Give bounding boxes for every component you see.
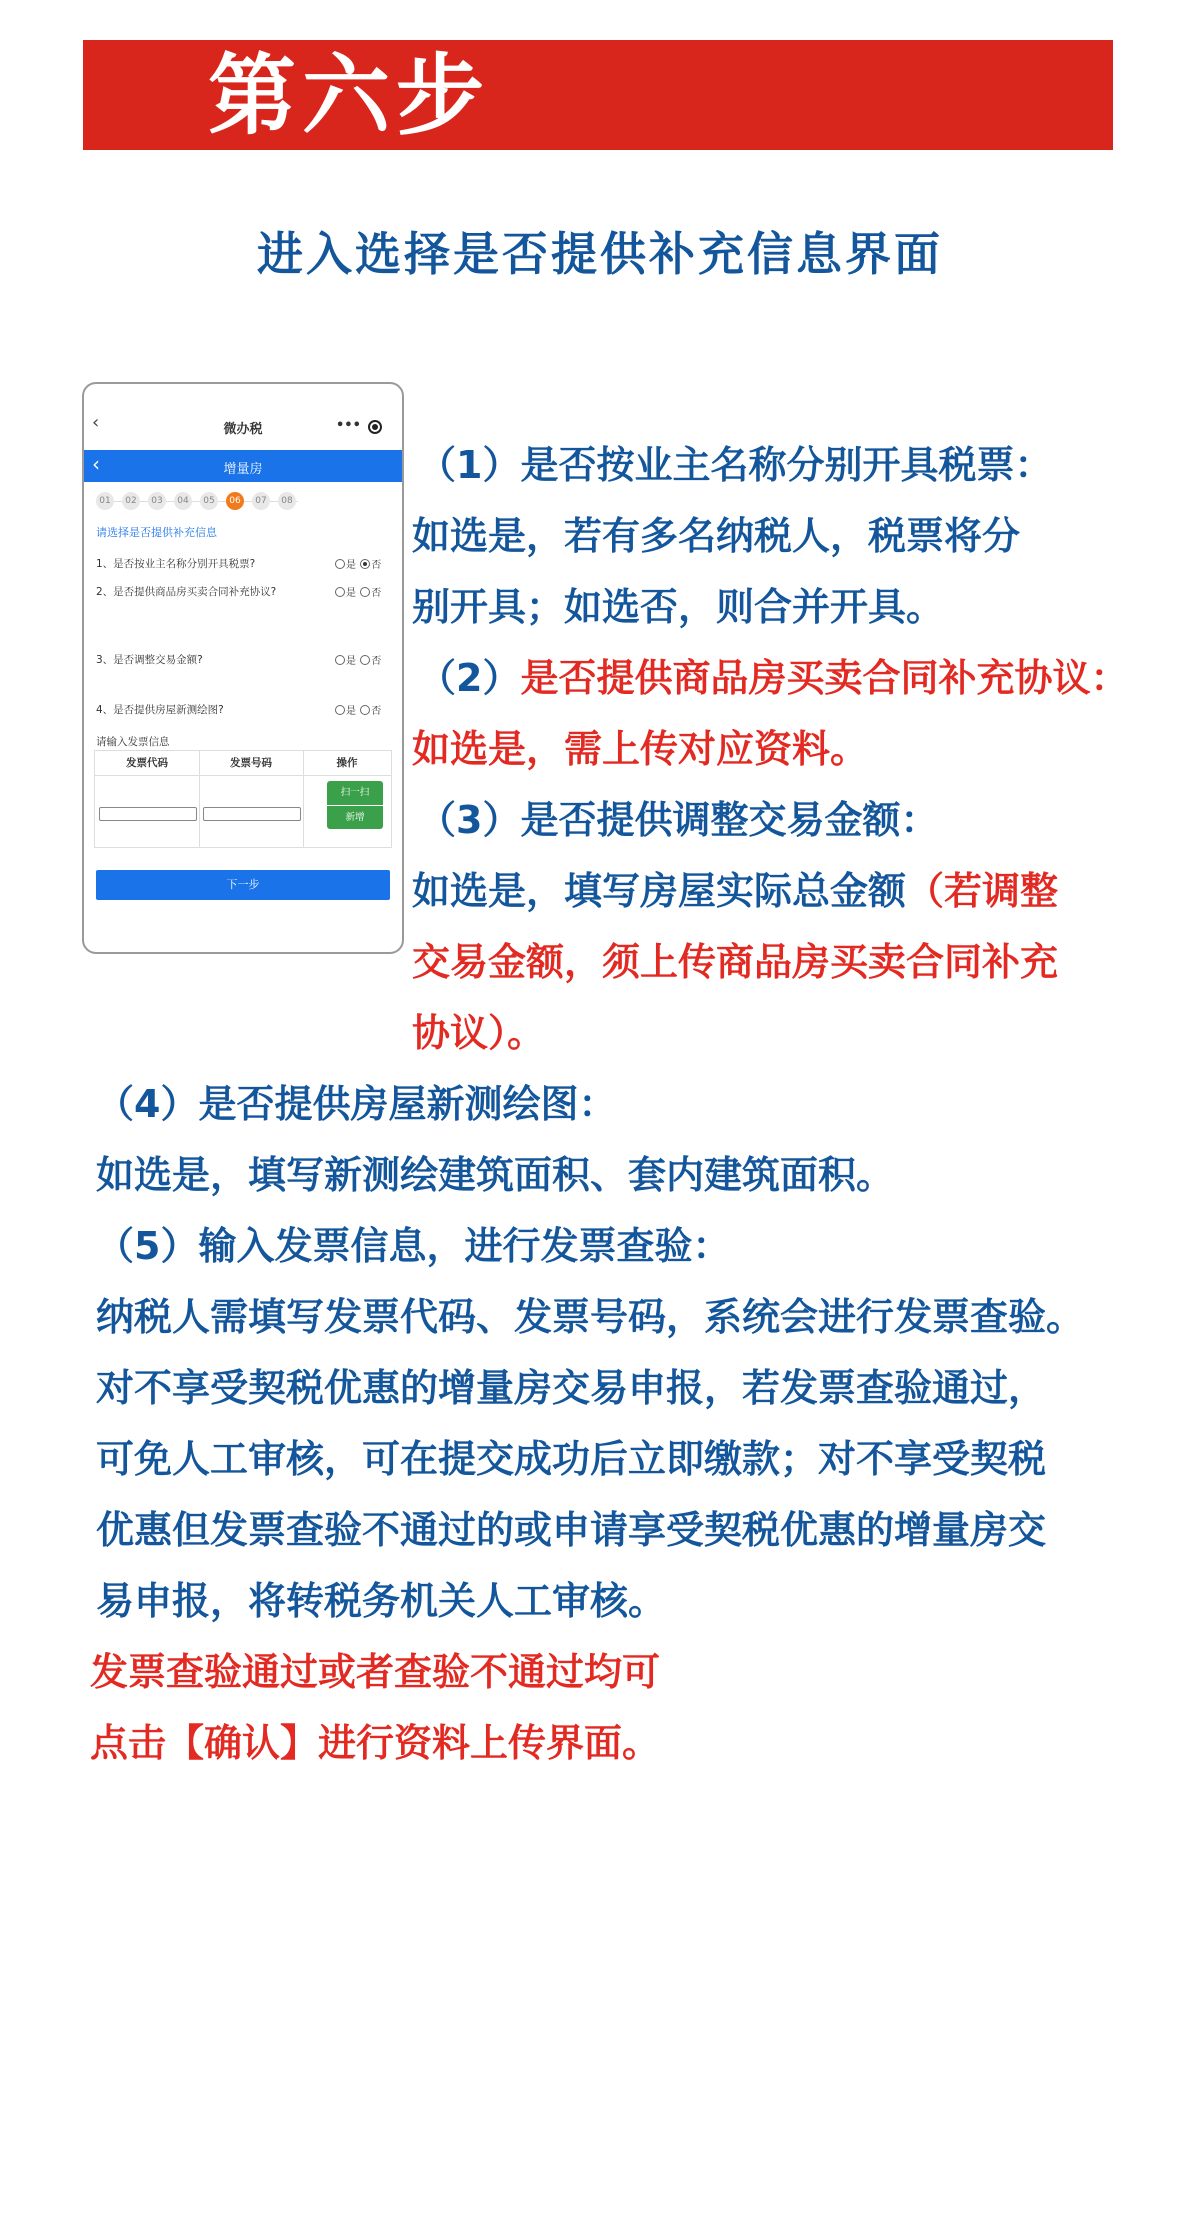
- step-dot-active: 06: [226, 492, 244, 510]
- p4-line1: 如选是，填写新测绘建筑面积、套内建筑面积。: [96, 1153, 895, 1197]
- step-dot: 03: [148, 492, 166, 510]
- p3-line3: 协议）。: [412, 1011, 546, 1055]
- p1-title: （1）是否按业主名称分别开具税票：: [418, 443, 1053, 487]
- phone-nav-bar: [84, 450, 402, 482]
- th-invoice-number: 发票号码: [199, 751, 303, 776]
- radio-group-2[interactable]: [334, 584, 381, 599]
- question-1: 1、是否按业主名称分别开具税票?: [96, 558, 256, 570]
- radio-no-label: 否: [371, 560, 382, 571]
- more-icon[interactable]: •••: [336, 418, 361, 433]
- radio-no-4[interactable]: [360, 705, 370, 715]
- radio-group-4[interactable]: [334, 702, 381, 717]
- radio-yes-2[interactable]: [335, 587, 345, 597]
- radio-no-label: 否: [371, 706, 382, 717]
- banner-title: 第六步: [208, 43, 491, 147]
- note-line2: 点击【确认】进行资料上传界面。: [90, 1721, 661, 1765]
- p5-line5: 易申报，将转税务机关人工审核。: [96, 1579, 667, 1623]
- question-3: 3、是否调整交易金额?: [96, 654, 203, 666]
- radio-no-label: 否: [371, 656, 382, 667]
- col-divider: [199, 751, 200, 847]
- action-buttons: [327, 781, 383, 829]
- th-action: 操作: [303, 751, 391, 776]
- step-dot: 08: [278, 492, 296, 510]
- record-icon[interactable]: [368, 420, 382, 434]
- p5-line3: 可免人工审核，可在提交成功后立即缴款；对不享受契税: [96, 1437, 1047, 1481]
- phone-top-bar: [84, 384, 402, 448]
- invoice-code-input[interactable]: [99, 807, 197, 821]
- p2-title: 是否提供商品房买卖合同补充协议：: [520, 656, 1129, 700]
- scan-button[interactable]: 扫一扫: [327, 781, 383, 806]
- invoice-label: 请输入发票信息: [96, 736, 170, 748]
- p3-line1-red: （若调整: [906, 869, 1059, 913]
- invoice-number-input[interactable]: [203, 807, 301, 821]
- step-banner: [83, 40, 1113, 150]
- step-dot: 01: [96, 492, 114, 510]
- note-line1: 发票查验通过或者查验不通过均可: [90, 1650, 661, 1694]
- nav-title: 增量房: [223, 462, 263, 477]
- question-2: 2、是否提供商品房买卖合同补充协议?: [96, 586, 277, 598]
- chevron-left-icon[interactable]: ‹: [92, 412, 100, 433]
- radio-yes-label: 是: [346, 706, 356, 717]
- p2-number: （2）: [418, 656, 521, 700]
- radio-yes-label: 是: [346, 588, 356, 599]
- p3-line1: [412, 866, 1058, 916]
- p2-title-row: [418, 653, 1128, 703]
- step-dot: 02: [122, 492, 140, 510]
- question-4: 4、是否提供房屋新测绘图?: [96, 704, 224, 716]
- p2-line1: 如选是，需上传对应资料。: [412, 727, 869, 771]
- next-button[interactable]: 下一步: [96, 870, 390, 900]
- radio-yes-4[interactable]: [335, 705, 345, 715]
- p5-line4: 优惠但发票查验不通过的或申请享受契税优惠的增量房交: [96, 1508, 1047, 1552]
- step-dot: 05: [200, 492, 218, 510]
- p5-line2: 对不享受契税优惠的增量房交易申报，若发票查验通过，: [96, 1366, 1047, 1410]
- p1-line1: 如选是，若有多名纳税人，税票将分: [412, 514, 1021, 558]
- radio-no-3[interactable]: [360, 655, 370, 665]
- radio-yes-3[interactable]: [335, 655, 345, 665]
- supplement-prompt: 请选择是否提供补充信息: [96, 526, 217, 539]
- p5-line1: 纳税人需填写发票代码、发票号码，系统会进行发票查验。: [96, 1295, 1085, 1339]
- p4-title: （4）是否提供房屋新测绘图：: [96, 1082, 617, 1126]
- radio-no-2[interactable]: [360, 587, 370, 597]
- radio-group-3[interactable]: [334, 652, 381, 667]
- radio-yes-1[interactable]: [335, 559, 345, 569]
- invoice-table: [94, 750, 392, 848]
- th-invoice-code: 发票代码: [95, 751, 199, 776]
- back-arrow-icon[interactable]: ‹: [92, 452, 100, 476]
- step-dot: 07: [252, 492, 270, 510]
- radio-no-1-selected[interactable]: [360, 559, 370, 569]
- step-dot: 04: [174, 492, 192, 510]
- p3-title: （3）是否提供调整交易金额：: [418, 798, 939, 842]
- add-button[interactable]: 新增: [345, 812, 365, 823]
- p3-line1-blue: 如选是，填写房屋实际总金额: [412, 869, 907, 913]
- radio-group-1[interactable]: [334, 556, 381, 571]
- p3-line2: 交易金额，须上传商品房买卖合同补充: [412, 940, 1059, 984]
- step-indicator: [96, 492, 296, 512]
- p1-line2: 别开具；如选否，则合并开具。: [412, 585, 945, 629]
- radio-no-label: 否: [371, 588, 382, 599]
- page-subtitle: 进入选择是否提供补充信息界面: [257, 227, 943, 281]
- radio-yes-label: 是: [346, 560, 356, 571]
- col-divider: [303, 751, 304, 847]
- app-title: 微办税: [223, 422, 263, 437]
- radio-yes-label: 是: [346, 656, 356, 667]
- p5-title: （5）输入发票信息，进行发票查验：: [96, 1224, 731, 1268]
- phone-screenshot: [82, 382, 404, 954]
